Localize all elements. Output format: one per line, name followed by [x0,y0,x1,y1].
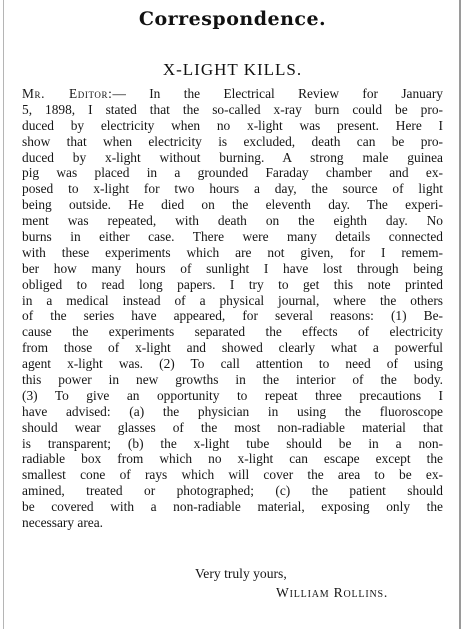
body-line: have advised: (a) the physician in using the fluoroscope [22,403,443,419]
letter-body [22,86,443,531]
body-line: agent x-light was. (2) To call attention to need of using [22,356,443,372]
section-header: Correspondence. [138,8,327,30]
body-line: 5, 1898, I stated that the so-called x-ray burn could be pro- [22,101,443,117]
body-line: posed to x-light for two hours a day, the source of light [22,181,443,197]
article-title: X-LIGHT KILLS. [162,60,303,79]
body-line: obliged to read long papers. I try to get this note printed [22,276,443,292]
body-line: radiable box from which no x-light can escape except the [22,451,443,467]
body-line: in a medical instead of a physical journal, where the others [22,292,443,308]
body-line: (3) To give an opportunity to repeat three precautions I [22,387,443,403]
valediction: Very truly yours, [195,566,287,581]
body-line: ment was repeated, with death on the eighth day. No [22,213,443,229]
body-line: being outside. He died on the eleventh day. The experi- [22,197,443,213]
left-border [3,0,4,629]
body-line: should wear glasses of the most non-radiable material that [22,419,443,435]
body-line [22,86,443,102]
body-line-text: — In the Electrical Review for January [112,86,443,101]
body-line: necessary area. [22,515,104,531]
body-line: amined, treated or photographed; (c) the patient should [22,483,443,499]
body-line: from those of x-light and showed clearly what a powerful [22,340,443,356]
body-line: cause the experiments separated the effects of electricity [22,324,443,340]
body-line: be covered with a non-radiable material, exposing only the [22,499,443,515]
body-line: with these experiments which are not given, for I remem- [22,244,443,260]
body-line: of the series have appeared, for several reasons: (1) Be- [22,308,443,324]
body-line: ber how many hours of sunlight I have lost through being [22,260,443,276]
body-line: pig was placed in a grounded Faraday chamber and ex- [22,165,443,181]
salutation: Mr. Editor: [22,86,113,101]
body-line: duced by x-light without burning. A strong male guinea [22,149,443,165]
right-border [459,0,461,629]
signature: William Rollins. [276,585,389,600]
body-line: smallest cone of rays which will cover the area to be ex- [22,467,443,483]
body-line: burns in either case. There were many details connected [22,229,443,245]
body-line: show that when electricity is excluded, death can be pro- [22,133,443,149]
body-line: this power in new growths in the interior of the body. [22,372,443,388]
body-line: is transparent; (b) the x-light tube should be in a non- [22,435,443,451]
body-line: duced by electricity when no x-light was present. Here I [22,117,443,133]
